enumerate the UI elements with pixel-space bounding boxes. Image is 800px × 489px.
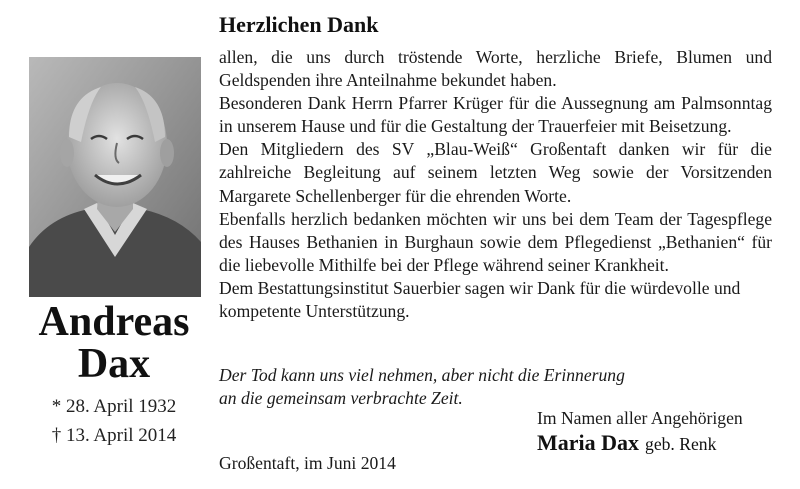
birth-date: * 28. April 1932 — [51, 396, 177, 417]
quote-line: Der Tod kann uns viel nehmen, aber nicht die Erinnerung — [219, 365, 625, 385]
thanks-paragraph: allen, die uns durch tröstende Worte, herzliche Briefe, Blumen und Geldspenden ihre Anteilnahme bekundet haben. — [219, 47, 772, 91]
portrait-photo — [29, 57, 201, 297]
death-date: † 13. April 2014 — [51, 425, 177, 446]
quote-line: an die gemeinsam verbrachte Zeit. — [219, 388, 463, 408]
portrait-illustration — [29, 57, 201, 297]
signer-name: Maria Dax — [537, 430, 640, 455]
thanks-paragraph: Besonderen Dank Herrn Pfarrer Krüger für die Aussegnung am Palmsonntag in unserem Hause und für die Gestaltung der Trauerfeier mit Beisetzung. — [219, 93, 772, 137]
notice-body — [219, 46, 772, 323]
signer-born-name: geb. Renk — [645, 434, 717, 454]
signoff-text: Im Namen aller Angehörigen — [537, 408, 743, 428]
left-column — [0, 0, 215, 489]
deceased-first-name: Andreas — [38, 299, 190, 345]
thanks-paragraph: Ebenfalls herzlich bedanken möchten wir uns bei dem Team der Tagespflege des Hauses Bethanien in Burghaun sowie dem Pflegedienst „Bethanien“ für die liebevolle Mithilfe bei der Pflege während seiner Krankheit. — [219, 208, 772, 275]
thanks-paragraph: Den Mitgliedern des SV „Blau-Weiß“ Großentaft danken wir für die zahlreiche Begleitung auf seinem letzten Weg sowie der Vorsitzenden Margarete Schellenberger für die ehrenden Worte. — [219, 139, 772, 206]
deceased-last-name: Dax — [77, 341, 151, 387]
place-date: Großentaft, im Juni 2014 — [219, 453, 396, 473]
memorial-quote — [219, 364, 699, 410]
notice-heading: Herzlichen Dank — [219, 12, 379, 37]
signer — [537, 430, 716, 456]
thanks-paragraph: Dem Bestattungsinstitut Sauerbier sagen wir Dank für die würdevolle und kompetente Unterstützung. — [219, 277, 741, 322]
